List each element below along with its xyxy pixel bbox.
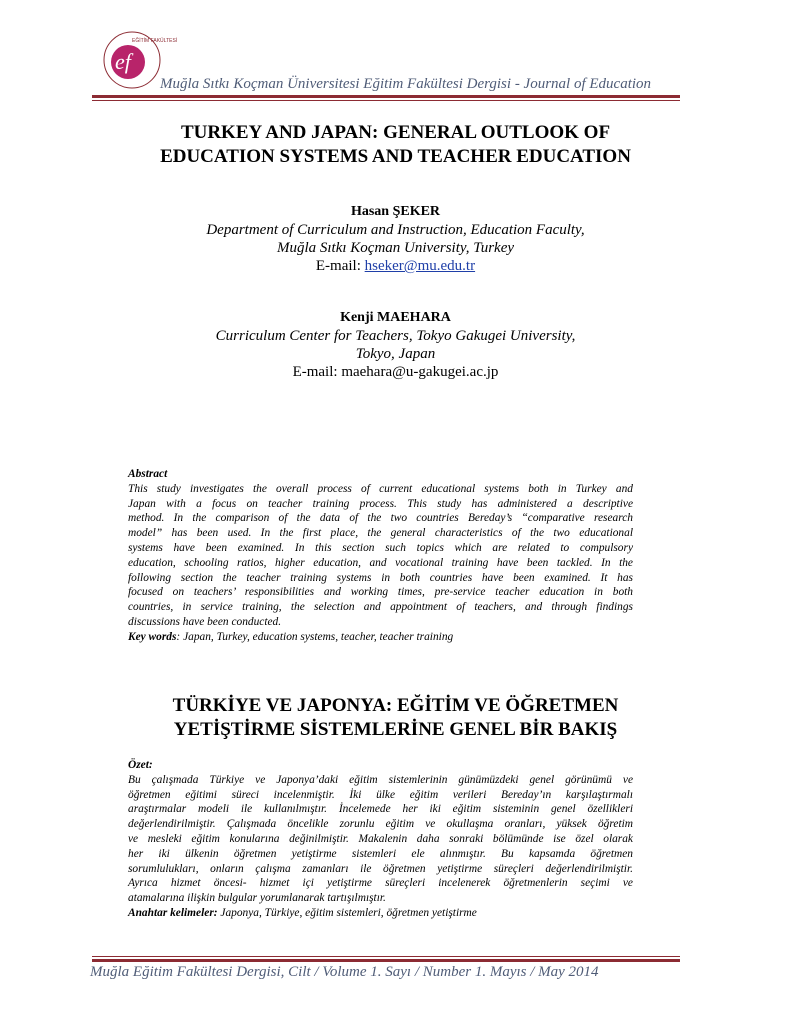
ef-logo-icon [102, 30, 178, 90]
header-rule-thin [92, 100, 680, 101]
paper-title-tr [80, 694, 711, 742]
abstract-en-line: countries, in service training, the selection and appointment of teachers, and through findings [128, 601, 633, 614]
footer-citation: Muğla Eğitim Fakültesi Dergisi, Cilt / Volume 1. Sayı / Number 1. Mayıs / May 2014 [90, 964, 599, 980]
title-en-line1: TURKEY AND JAPAN: GENERAL OUTLOOK OF [180, 122, 611, 143]
abstract-en-line: Japan with a focus on teacher training process. This study has administered a descriptive [128, 497, 633, 510]
abstract-tr-body [128, 773, 633, 906]
abstract-en-line: focused on teachers’ responsibilities and working times, pre-service teacher education in both [128, 586, 633, 599]
abstract-en-heading: Abstract [128, 468, 168, 480]
title-tr-line1: TÜRKİYE VE JAPONYA: EĞİTİM VE ÖĞRETMEN [172, 695, 619, 716]
author-2 [80, 309, 711, 381]
abstract-tr-line: öğretmen eğitimi süreci incelenmiştir. İki ülke eğitim verileri Bereday’ın karşılaştırmalı [128, 788, 633, 801]
keywords-tr [128, 906, 633, 921]
author-1 [80, 203, 711, 275]
abstract-en-line: systems have been examined. In this section such topics which are related to compulsory [128, 541, 633, 554]
keywords-en-label: Key words [128, 630, 177, 643]
author-2-affiliation-line2: Tokyo, Japan [355, 346, 436, 362]
keywords-en [128, 630, 633, 645]
abstract-tr-line: Ayrıca hizmet öncesi- hizmet içi yetiştirme süreçleri incelenerek öğretmenlerin seçimi ve [128, 877, 633, 890]
keywords-tr-label: Anahtar kelimeler: [128, 906, 218, 919]
header-rule [92, 95, 680, 98]
abstract-en-line: following section the teacher training systems in both countries have been examined. It has [128, 571, 633, 584]
author-1-email-link[interactable]: hseker@mu.edu.tr [364, 258, 476, 274]
author-1-email-row [80, 257, 711, 275]
abstract-tr-line: atamalarına ilişkin bulgular yorumlanarak tartışılmıştır. [128, 892, 386, 905]
abstract-tr-line: araştırmalar modeli ile kullanılmıştır. İncelemede her iki eğitim sisteminin genel özellikleri [128, 803, 633, 816]
journal-title: Muğla Sıtkı Koçman Üniversitesi Eğitim Fakültesi Dergisi - Journal of Education [160, 76, 652, 92]
author-1-affiliation-line2: Muğla Sıtkı Koçman University, Turkey [276, 240, 515, 256]
abstract-en-line: discussions have been conducted. [128, 615, 282, 628]
abstract-tr [128, 758, 633, 921]
abstract-en-line: method. In the comparison of the data of the two countries Bereday’s “comparative research [128, 512, 633, 525]
author-1-affiliation-line1: Department of Curriculum and Instruction, Education Faculty, [206, 222, 585, 238]
logo-ring-text: EĞİTİM FAKÜLTESİ [132, 38, 178, 44]
author-2-name: Kenji MAEHARA [340, 310, 451, 325]
author-2-email-row [80, 363, 711, 381]
abstract-en-line: This study investigates the overall process of current educational systems both in Turkey and [128, 482, 633, 495]
footer-rule-thin [92, 956, 680, 957]
abstract-en-line: education, schooling ratios, higher education, and vocational training have been tackled. In the [128, 556, 633, 569]
author-1-name: Hasan ŞEKER [350, 204, 441, 219]
abstract-en-body [128, 482, 633, 630]
abstract-tr-line: her iki ülkenin öğretmen yetiştirme sistemleri ele alınmıştır. Bu kapsamda öğretmen [128, 847, 633, 860]
abstract-tr-heading: Özet: [128, 759, 153, 771]
abstract-tr-line: sorumlulukları, onların çalışma zamanları ile öğretmen yetiştirme süreçleri değerlendirilmiştir. [128, 862, 633, 875]
title-tr-line2: YETİŞTİRME SİSTEMLERİNE GENEL BİR BAKIŞ [173, 719, 618, 740]
keywords-tr-text: Japonya, Türkiye, eğitim sistemleri, öğretmen yetiştirme [217, 906, 477, 919]
author-2-email: maehara@u-gakugei.ac.jp [341, 364, 499, 380]
keywords-en-text: : Japan, Turkey, education systems, teacher, teacher training [176, 630, 454, 643]
title-en-line2: EDUCATION SYSTEMS AND TEACHER EDUCATION [160, 146, 631, 167]
abstract-tr-line: değerlendirilmiştir. Çalışmada öncelikle zorunlu eğitim ve okullaşma oranları, yüksek öğretim [128, 818, 633, 831]
logo-initials: ef [115, 49, 131, 74]
abstract-en [128, 467, 633, 645]
abstract-tr-line: ve mesleki eğitim konularına değinilmiştir. Makalenin daha sonraki bölümünde ise özel olarak [128, 832, 633, 845]
author-2-email-label: E-mail: [292, 364, 342, 380]
author-2-affiliation-line1: Curriculum Center for Teachers, Tokyo Gakugei University, [215, 328, 576, 344]
footer-rule [92, 959, 680, 962]
abstract-en-line: model” has been used. In the first place, the general characteristics of the two educational [128, 527, 633, 540]
author-1-email-label: E-mail: [315, 258, 365, 274]
abstract-tr-line: Bu çalışmada Türkiye ve Japonya’daki eğitim sistemlerinin günümüzdeki genel görünümü ve [128, 773, 633, 786]
paper-title-en [80, 121, 711, 169]
